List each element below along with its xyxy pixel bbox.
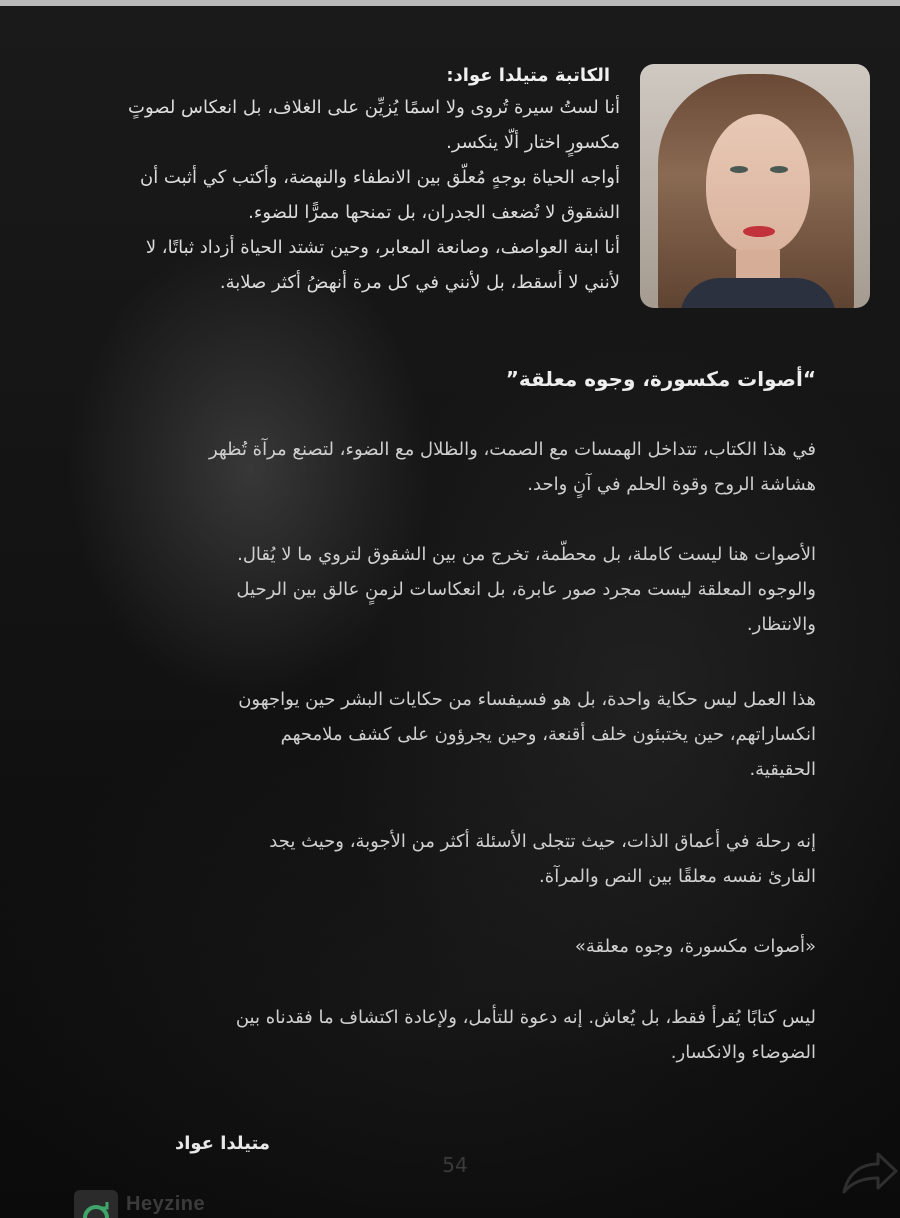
bio-line: أنا لستُ سيرة تُروى ولا اسمًا يُزيِّن على الغلاف، بل انعكاس لصوتٍ bbox=[128, 97, 620, 118]
page-number: 54 bbox=[442, 1153, 468, 1177]
bio-line: مكسورٍ اختار ألّا ينكسر. bbox=[446, 132, 620, 153]
paragraph-line: والانتظار. bbox=[746, 614, 816, 635]
top-strip bbox=[0, 0, 900, 6]
paragraph-intro bbox=[56, 432, 816, 502]
paragraph-line: هذا العمل ليس حكاية واحدة، بل هو فسيفساء من حكايات البشر حين يواجهون bbox=[238, 689, 816, 710]
bio-text bbox=[20, 90, 620, 300]
paragraph-line: ليس كتابًا يُقرأ فقط، بل يُعاش. إنه دعوة للتأمل، ولإعادة اكتشاف ما فقدناه بين bbox=[235, 1007, 816, 1028]
paragraph-closing bbox=[56, 1000, 816, 1070]
bio-title: الكاتبة متيلدا عواد: bbox=[446, 65, 610, 86]
paragraph-line: الأصوات هنا ليست كاملة، بل محطّمة، تخرج من بين الشقوق لتروي ما لا يُقال. bbox=[237, 544, 816, 565]
paragraph-line: في هذا الكتاب، تتداخل الهمسات مع الصمت، والظلال مع الضوء، لتصنع مرآة تُظهر bbox=[208, 439, 816, 460]
book-title: “أصوات مكسورة، وجوه معلقة” bbox=[505, 367, 816, 391]
paragraph-journey bbox=[56, 824, 816, 894]
heyzine-logo-icon bbox=[74, 1190, 118, 1218]
paragraph-voices bbox=[56, 537, 816, 642]
paragraph-mosaic bbox=[56, 682, 816, 787]
author-signature: متيلدا عواد bbox=[174, 1133, 270, 1154]
paragraph-line: والوجوه المعلقة ليست مجرد صور عابرة، بل انعكاسات لزمنٍ عالق بين الرحيل bbox=[236, 579, 816, 600]
paragraph-quote-title bbox=[56, 929, 816, 964]
author-photo bbox=[640, 64, 870, 308]
bio-line: أواجه الحياة بوجهٍ مُعلّق بين الانطفاء والنهضة، وأكتب كي أثبت أن bbox=[139, 167, 620, 188]
bio-line: أنا ابنة العواصف، وصانعة المعابر، وحين تشتد الحياة أزداد ثباتًا، لا bbox=[145, 237, 620, 258]
share-arrow-icon[interactable] bbox=[838, 1140, 900, 1202]
paragraph-line: انكساراتهم، حين يختبئون خلف أقنعة، وحين يجرؤون على كشف ملامحهم bbox=[280, 724, 816, 745]
paragraph-line: الحقيقية. bbox=[749, 759, 816, 780]
bio-line: لأنني لا أسقط، بل لأنني في كل مرة أنهضُ أكثر صلابة. bbox=[219, 272, 620, 293]
bio-line: الشقوق لا تُضعف الجدران، بل تمنحها ممرًّا للضوء. bbox=[248, 202, 620, 223]
paragraph-line: إنه رحلة في أعماق الذات، حيث تتجلى الأسئلة أكثر من الأجوبة، وحيث يجد bbox=[269, 831, 816, 852]
paragraph-line: الضوضاء والانكسار. bbox=[670, 1042, 816, 1063]
paragraph-line: هشاشة الروح وقوة الحلم في آنٍ واحد. bbox=[527, 474, 816, 495]
paragraph-line: «أصوات مكسورة، وجوه معلقة» bbox=[574, 936, 816, 957]
heyzine-branding[interactable] bbox=[74, 1190, 205, 1218]
brand-name: Heyzine bbox=[126, 1192, 206, 1215]
paragraph-line: القارئ نفسه معلقًا بين النص والمرآة. bbox=[539, 866, 816, 887]
